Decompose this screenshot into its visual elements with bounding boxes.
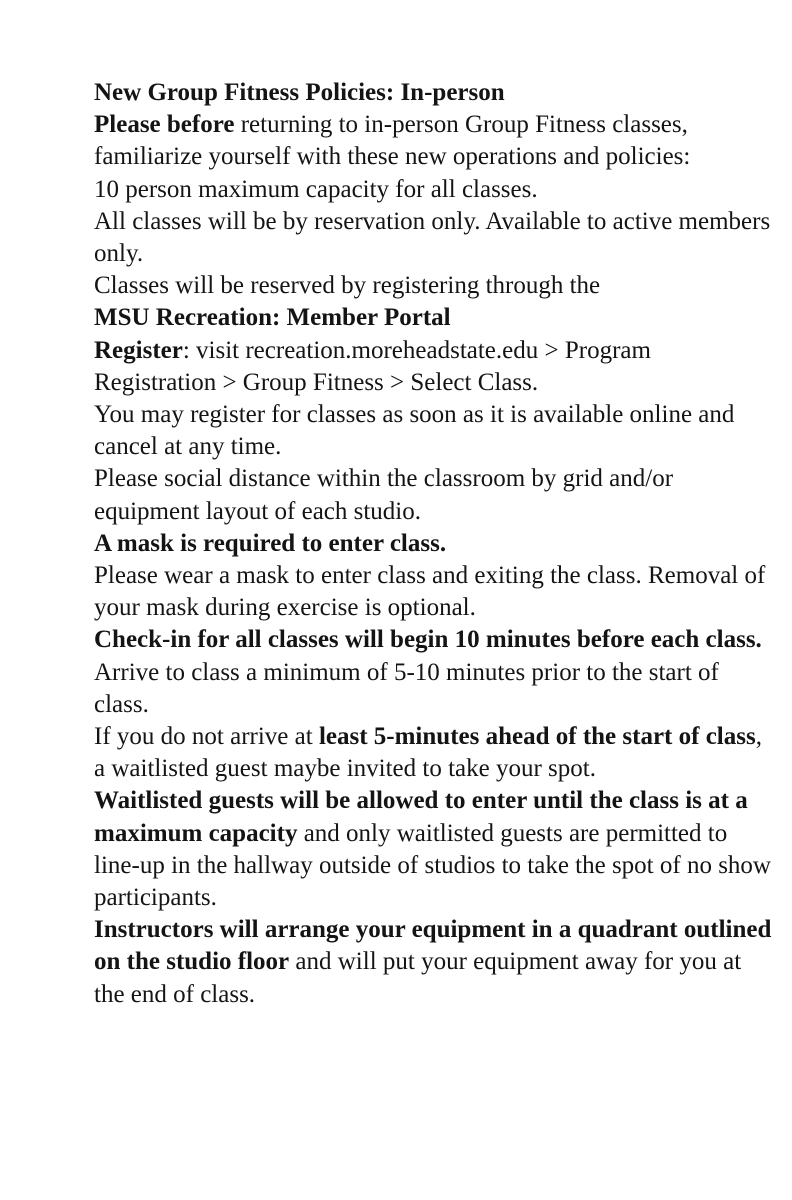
register-timing-line: You may register for classes as soon as it is available online and cancel at any time. xyxy=(94,401,735,461)
portal-name: MSU Recreation: Member Portal xyxy=(94,304,451,332)
instructors-bold: Instructors will arrange your equipment in a quadrant outlined on the studio floor xyxy=(94,916,772,976)
register-text: : visit recreation.moreheadstate.edu > Program Registration > Group Fitness > Select Class. xyxy=(94,336,651,396)
mask-text: Please wear a mask to enter class and exiting the class. Removal of your mask during exercise is optional. xyxy=(94,562,766,622)
register-paragraph xyxy=(94,335,774,399)
late-paragraph xyxy=(94,721,774,785)
reserve-through-line: Classes will be reserved by registering through the xyxy=(94,272,601,300)
policy-document xyxy=(94,77,774,1011)
capacity-line: 10 person maximum capacity for all classes. xyxy=(94,175,538,203)
intro-paragraph xyxy=(94,109,774,173)
instructors-text: and will put your equipment away for you at the end of class. xyxy=(94,948,742,1008)
instructors-paragraph xyxy=(94,914,774,1011)
late-prefix: If you do not arrive at xyxy=(94,723,319,751)
intro-text: returning to in-person Group Fitness classes, familiarize yourself with these new operations and policies: xyxy=(94,111,691,171)
distance-line: Please social distance within the classroom by grid and/or equipment layout of each studio. xyxy=(94,465,674,525)
arrive-line: Arrive to class a minimum of 5-10 minutes prior to the start of class. xyxy=(94,658,719,718)
late-suffix: , a waitlisted guest maybe invited to take your spot. xyxy=(94,723,762,783)
title-text: New Group Fitness Policies: In-person xyxy=(94,79,505,106)
register-label: Register xyxy=(94,336,183,364)
mask-heading-text: A mask is required to enter class. xyxy=(94,529,447,557)
intro-bold: Please before xyxy=(94,111,235,139)
checkin-heading-text: Check-in for all classes will begin 10 minutes before each class. xyxy=(94,626,762,654)
reservation-line: All classes will be by reservation only. Available to active members only. xyxy=(94,207,771,268)
portal-line xyxy=(94,302,774,334)
late-bold: least 5-minutes ahead of the start of class xyxy=(318,723,756,751)
checkin-heading xyxy=(94,624,774,656)
mask-heading xyxy=(94,528,774,560)
waitlist-text: and only waitlisted guests are permitted to line-up in the hallway outside of studios to take the spot of no show participants. xyxy=(94,819,771,912)
waitlist-paragraph xyxy=(94,785,774,914)
waitlist-bold: Waitlisted guests will be allowed to enter until the class is at a maximum capacity xyxy=(94,787,748,847)
document-title xyxy=(94,77,774,109)
